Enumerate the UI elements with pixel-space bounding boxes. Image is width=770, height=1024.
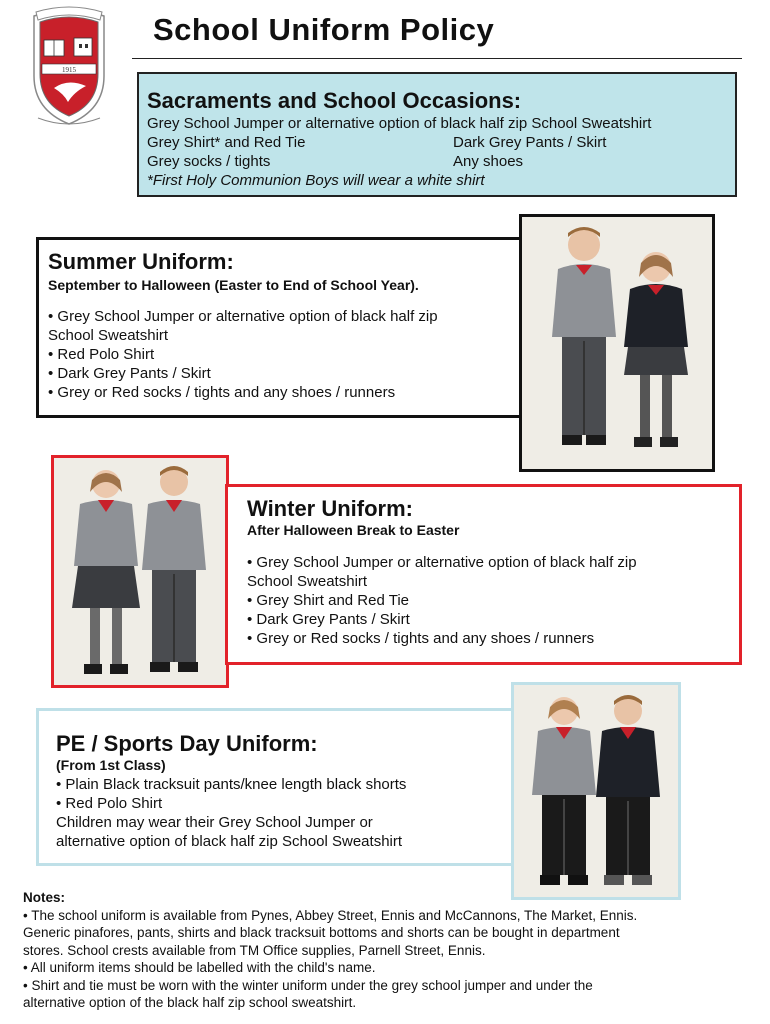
summer-item: • Grey School Jumper or alternative option of black half zip [48, 308, 438, 325]
pe-uniform-photo [511, 682, 681, 900]
title-divider [132, 58, 742, 59]
notes-line: stores. School crests available from TM Office supplies, Parnell Street, Ennis. [23, 942, 486, 958]
pe-item: Children may wear their Grey School Jumper or [56, 814, 373, 831]
pe-subheading: (From 1st Class) [56, 757, 166, 773]
notes-heading: Notes: [23, 890, 66, 905]
summer-uniform-section [36, 237, 526, 418]
pe-heading: PE / Sports Day Uniform: [56, 731, 318, 756]
sacraments-line: Dark Grey Pants / Skirt [453, 134, 607, 151]
notes-line: • All uniform items should be labelled with the child's name. [23, 960, 376, 975]
summer-uniform-photo [519, 214, 715, 472]
page-title: School Uniform Policy [153, 12, 495, 47]
summer-item: • Grey or Red socks / tights and any shoes / runners [48, 384, 396, 401]
winter-item: • Dark Grey Pants / Skirt [247, 611, 410, 628]
notes-line: alternative option of the black half zip school sweatshirt. [23, 995, 357, 1010]
summer-heading: Summer Uniform: [48, 249, 234, 274]
crest-year: 1915 [62, 66, 76, 74]
pe-item: • Red Polo Shirt [56, 795, 163, 812]
summer-item: • Red Polo Shirt [48, 346, 155, 363]
summer-subheading: September to Halloween (Easter to End of School Year). [48, 277, 419, 293]
sacraments-heading: Sacraments and School Occasions: [147, 88, 522, 113]
pe-uniform-section [36, 708, 516, 866]
winter-item: • Grey Shirt and Red Tie [247, 592, 409, 609]
notes-line: • The school uniform is available from Pynes, Abbey Street, Ennis and McCannons, The Market, Ennis. [23, 907, 638, 923]
summer-item: • Dark Grey Pants / Skirt [48, 365, 211, 382]
sacraments-line: Grey Shirt* and Red Tie [147, 134, 306, 151]
winter-uniform-photo [51, 455, 229, 688]
winter-heading: Winter Uniform: [247, 496, 414, 521]
sacraments-line: Grey socks / tights [147, 153, 271, 170]
winter-subheading: After Halloween Break to Easter [247, 522, 460, 538]
pe-item: alternative option of black half zip School Sweatshirt [56, 833, 403, 850]
summer-item: School Sweatshirt [48, 327, 169, 344]
sacraments-line: Any shoes [453, 153, 524, 170]
winter-item: School Sweatshirt [247, 573, 368, 590]
sacraments-note: *First Holy Communion Boys will wear a white shirt [147, 172, 485, 189]
pe-item: • Plain Black tracksuit pants/knee length black shorts [56, 776, 407, 793]
notes-line: Generic pinafores, pants, shirts and black tracksuit bottoms and shorts can be bought in department [23, 925, 620, 940]
notes-section [23, 889, 753, 1012]
school-crest-logo [28, 6, 110, 130]
notes-line: • Shirt and tie must be worn with the winter uniform under the grey school jumper and under the [23, 977, 593, 993]
winter-uniform-section [225, 484, 742, 665]
sacraments-section [137, 72, 737, 197]
sacraments-line: Grey School Jumper or alternative option of black half zip School Sweatshirt [147, 115, 652, 132]
winter-item: • Grey or Red socks / tights and any shoes / runners [247, 630, 595, 647]
winter-item: • Grey School Jumper or alternative option of black half zip [247, 554, 637, 571]
